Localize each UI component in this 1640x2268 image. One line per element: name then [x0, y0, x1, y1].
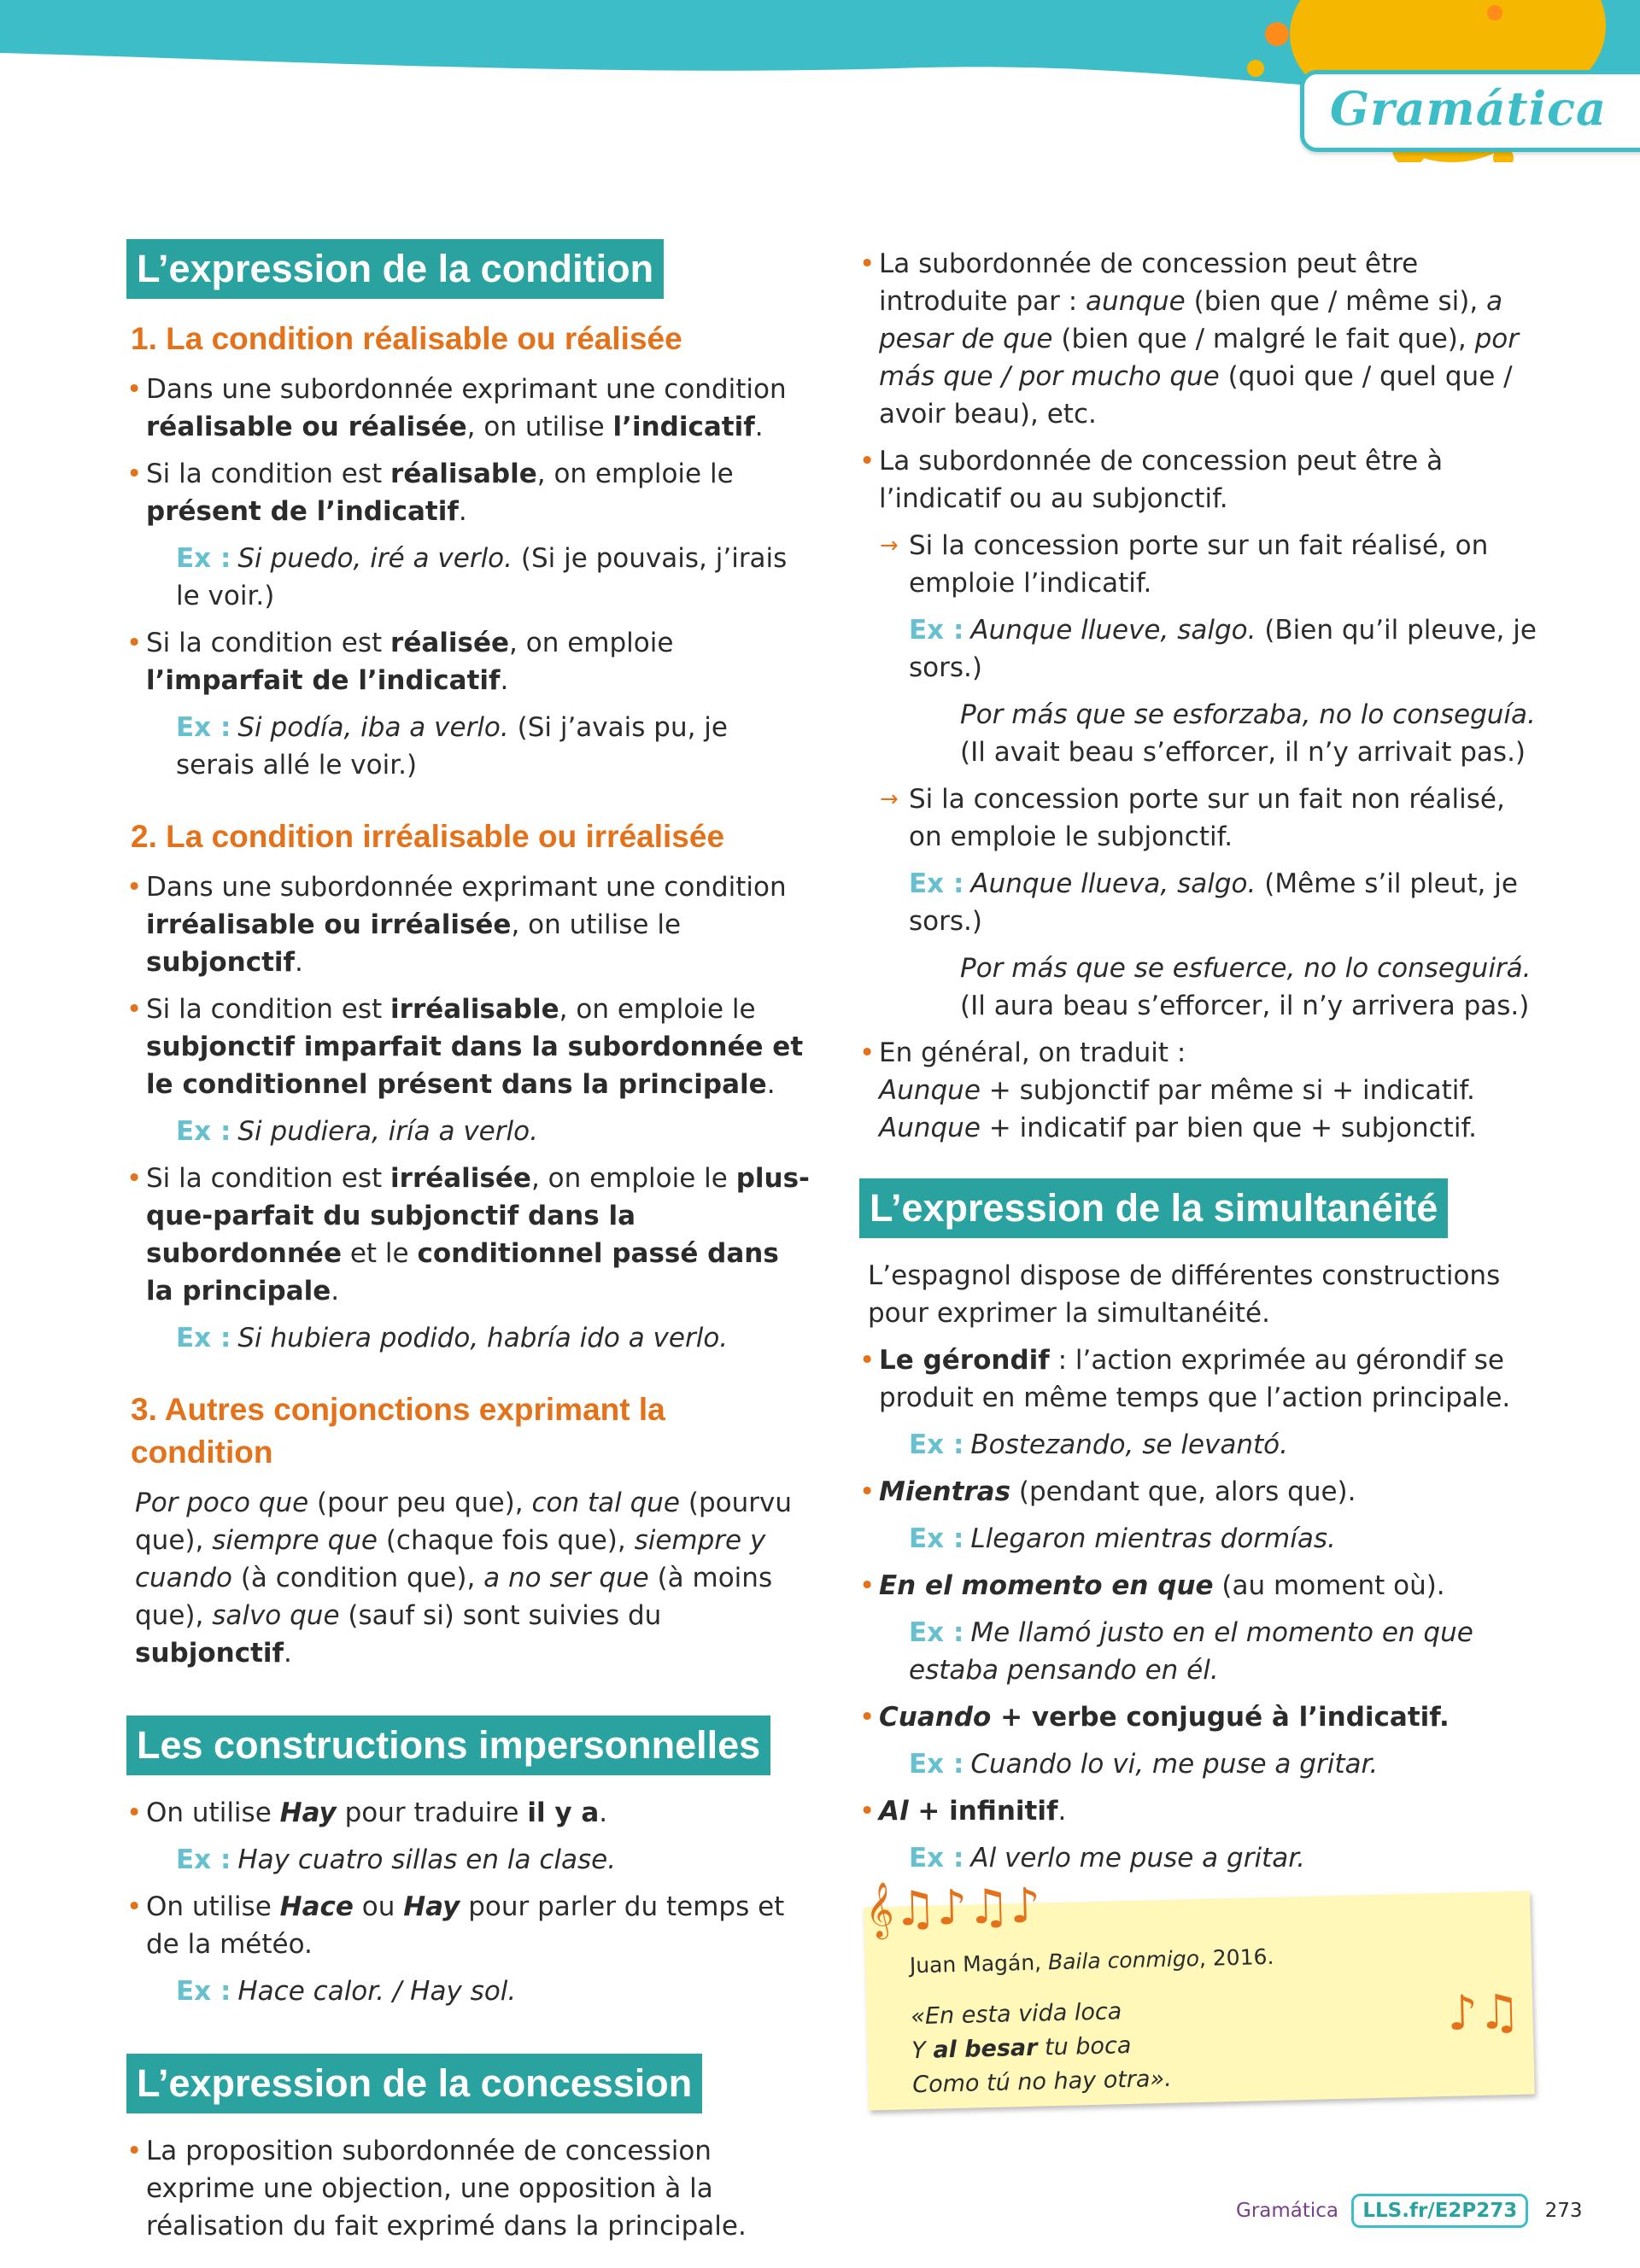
example: Ex : Me llamó justo en el momento en que estaba pensando en él. [909, 1617, 1473, 1686]
example: Ex : Bostezando, se levantó. [909, 1429, 1288, 1460]
footer-link[interactable]: LLS.fr/E2P273 [1351, 2194, 1528, 2228]
bullet-paragraph: • La subordonnée de concession peut être introduite par : aunque (bien que / même si), a pesar de que (bien que / malgré le fait que), por más que / por mucho que (quoi que / quel que / avoir beau), etc. [859, 245, 1543, 433]
example: Ex : Llegaron mientras dormías. [909, 1523, 1336, 1554]
paragraph: Por poco que (pour peu que), con tal que (pourvu que), siempre que (chaque fois que), siempre y cuando (à condition que), a no ser que (à moins que), salvo que (sauf si) sont suivies du subjonctif. [135, 1488, 792, 1669]
song-quote-note [864, 1878, 1535, 2111]
bullet-paragraph: • Dans une subordonnée exprimant une condition irréalisable ou irréalisée, on utilise le subjonctif. [126, 868, 810, 981]
bullet-paragraph: • Le gérondif : l’action exprimée au gérondif se produit en même temps que l’action principale. [859, 1342, 1543, 1417]
footer-section: Gramática [1236, 2200, 1339, 2222]
example: Ex : Si puedo, iré a verlo. (Si je pouvais, j’irais le voir.) [176, 543, 788, 611]
bullet-paragraph: • Cuando + verbe conjugué à l’indicatif. [859, 1698, 1543, 1736]
example: Ex : Si pudiera, iría a verlo. [176, 1116, 538, 1147]
bullet-paragraph: • On utilise Hay pour traduire il y a. [126, 1794, 810, 1832]
song-credit: Juan Magán, Baila conmigo, 2016. [909, 1944, 1274, 1979]
section-title-impersonnelles: Les constructions impersonnelles [126, 1716, 770, 1775]
arrow-paragraph: → Si la concession porte sur un fait réalisé, on emploie l’indicatif. [859, 527, 1543, 602]
bullet-paragraph: • Mientras (pendant que, alors que). [859, 1473, 1543, 1511]
bullet-paragraph: • En général, on traduit : Aunque + subjonctif par même si + indicatif. Aunque + indicatif par bien que + subjonctif. [859, 1034, 1543, 1147]
section-title-condition: L’expression de la condition [126, 239, 664, 299]
subheading-irrealisable: 2. La condition irréalisable ou irréalisée [131, 819, 725, 854]
right-column [859, 245, 1543, 2102]
section-title-simultaneite: L’expression de la simultanéité [859, 1178, 1448, 1238]
example: Ex : Al verlo me puse a gritar. [909, 1843, 1305, 1873]
music-notes-icon: ♪♫ [1446, 1984, 1522, 2042]
subheading-autres-conjonctions: 3. Autres conjonctions exprimant la condition [131, 1392, 665, 1470]
example: Ex : Si podía, iba a verlo. (Si j’avais pu, je serais allé le voir.) [176, 712, 728, 780]
bullet-paragraph: • La proposition subordonnée de concession exprime une objection, une opposition à la réalisation du fait exprimé dans la principale. [126, 2132, 810, 2245]
example: Por más que se esforzaba, no lo conseguía. (Il avait beau s’efforcer, il n’y arrivait pas.) [960, 699, 1536, 768]
subheading-realisable: 1. La condition réalisable ou réalisée [131, 321, 682, 356]
example: Ex : Hace calor. / Hay sol. [176, 1976, 517, 2007]
left-column [126, 239, 810, 2254]
example: Ex : Si hubiera podido, habría ido a verlo. [176, 1323, 729, 1353]
paragraph: L’espagnol dispose de différentes constructions pour exprimer la simultanéité. [868, 1260, 1501, 1329]
song-lyrics: «En esta vida loca Y al besar tu boca Como tú no hay otra». [910, 1998, 1173, 2099]
example: Ex : Aunque llueva, salgo. (Même s’il pleut, je sors.) [909, 868, 1518, 937]
bullet-paragraph: • On utilise Hace ou Hay pour parler du temps et de la météo. [126, 1888, 810, 1963]
bullet-paragraph: • Si la condition est irréalisable, on emploie le subjonctif imparfait dans la subordonnée et le conditionnel présent dans la principale. [126, 991, 810, 1103]
page-number: 273 [1544, 2200, 1583, 2222]
bullet-paragraph: • Si la condition est irréalisée, on emploie le plus-que-parfait du subjonctif dans la subordonnée et le conditionnel passé dans la principale. [126, 1160, 810, 1310]
page-footer [1236, 2194, 1583, 2228]
example: Ex : Aunque llueve, salgo. (Bien qu’il pleuve, je sors.) [909, 615, 1537, 683]
bullet-paragraph: • Si la condition est réalisable, on emploie le présent de l’indicatif. [126, 455, 810, 530]
example: Por más que se esfuerce, no lo conseguirá. (Il aura beau s’efforcer, il n’y arrivera pas.) [960, 953, 1532, 1021]
bullet-paragraph: • La subordonnée de concession peut être à l’indicatif ou au subjonctif. [859, 442, 1543, 517]
example: Ex : Cuando lo vi, me puse a gritar. [909, 1749, 1379, 1780]
bullet-paragraph: • Si la condition est réalisée, on emploie l’imparfait de l’indicatif. [126, 624, 810, 699]
section-title-concession: L’expression de la concession [126, 2054, 702, 2113]
arrow-paragraph: → Si la concession porte sur un fait non réalisé, on emploie le subjonctif. [859, 780, 1543, 856]
example: Ex : Hay cuatro sillas en la clase. [176, 1844, 617, 1875]
bullet-paragraph: • Al + infinitif. [859, 1792, 1543, 1830]
section-tab [1300, 70, 1640, 152]
bullet-paragraph: • Dans une subordonnée exprimant une condition réalisable ou réalisée, on utilise l’indicatif. [126, 371, 810, 446]
music-notes-icon: 𝄞♫♪♫♪ [864, 1878, 1042, 1938]
bullet-paragraph: • En el momento en que (au moment où). [859, 1567, 1543, 1605]
section-tab-label: Gramática [1330, 81, 1608, 136]
